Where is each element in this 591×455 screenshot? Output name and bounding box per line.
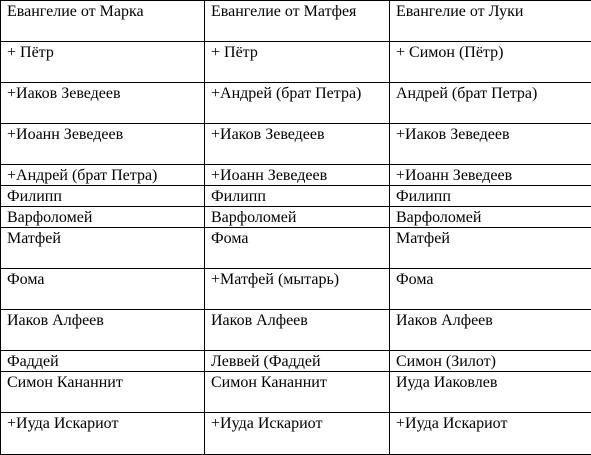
- table-cell: +Иаков Зеведеев: [205, 124, 390, 165]
- table-cell: Филипп: [390, 186, 591, 207]
- table-row: [1, 124, 591, 165]
- table-cell: Фаддей: [1, 351, 205, 372]
- table-cell: Симон (Зилот): [390, 351, 591, 372]
- table-cell: Иаков Алфеев: [205, 310, 390, 351]
- table-cell: Иаков Алфеев: [390, 310, 591, 351]
- table-cell: Филипп: [205, 186, 390, 207]
- table-cell: Иуда Иаковлев: [390, 372, 591, 413]
- table-cell: Фома: [390, 269, 591, 310]
- table-cell: Симон Кананнит: [1, 372, 205, 413]
- table-row: [1, 310, 591, 351]
- table-cell: Фома: [205, 228, 390, 269]
- table-cell: Фома: [1, 269, 205, 310]
- table-cell: +Иоанн Зеведеев: [205, 165, 390, 186]
- table-cell: +Матфей (мытарь): [205, 269, 390, 310]
- table-cell: +Иоанн Зеведеев: [1, 124, 205, 165]
- table-cell: +Иуда Искариот: [390, 413, 591, 455]
- table-cell: + Пётр: [1, 42, 205, 83]
- table-row: [1, 207, 591, 228]
- table-row: [1, 413, 591, 455]
- table-cell: Варфоломей: [1, 207, 205, 228]
- table-cell: +Иоанн Зеведеев: [390, 165, 591, 186]
- table-cell: +Иаков Зеведеев: [390, 124, 591, 165]
- table-cell: Варфоломей: [390, 207, 591, 228]
- table-row: [1, 372, 591, 413]
- table-cell: Матфей: [390, 228, 591, 269]
- table-cell: + Пётр: [205, 42, 390, 83]
- table-cell: +Иуда Искариот: [1, 413, 205, 455]
- table-row: [1, 186, 591, 207]
- table-cell: Матфей: [1, 228, 205, 269]
- table-cell: Андрей (брат Петра): [390, 83, 591, 124]
- header-cell-matthew: Евангелие от Матфея: [205, 1, 390, 42]
- table-cell: +Иуда Искариот: [205, 413, 390, 455]
- table-cell: Филипп: [1, 186, 205, 207]
- table-row: [1, 165, 591, 186]
- header-cell-luke: Евангелие от Луки: [390, 1, 591, 42]
- table-row: [1, 83, 591, 124]
- table-row: [1, 269, 591, 310]
- table-cell: +Иаков Зеведеев: [1, 83, 205, 124]
- table-cell: +Андрей (брат Петра): [1, 165, 205, 186]
- table-cell: Варфоломей: [205, 207, 390, 228]
- table-header-row: [1, 1, 591, 42]
- table-row: [1, 228, 591, 269]
- table-row: [1, 351, 591, 372]
- table-cell: + Симон (Пётр): [390, 42, 591, 83]
- header-cell-mark: Евангелие от Марка: [1, 1, 205, 42]
- table-cell: +Андрей (брат Петра): [205, 83, 390, 124]
- table-row: [1, 42, 591, 83]
- table-cell: Симон Кананнит: [205, 372, 390, 413]
- table-cell: Иаков Алфеев: [1, 310, 205, 351]
- table-cell: Леввей (Фаддей: [205, 351, 390, 372]
